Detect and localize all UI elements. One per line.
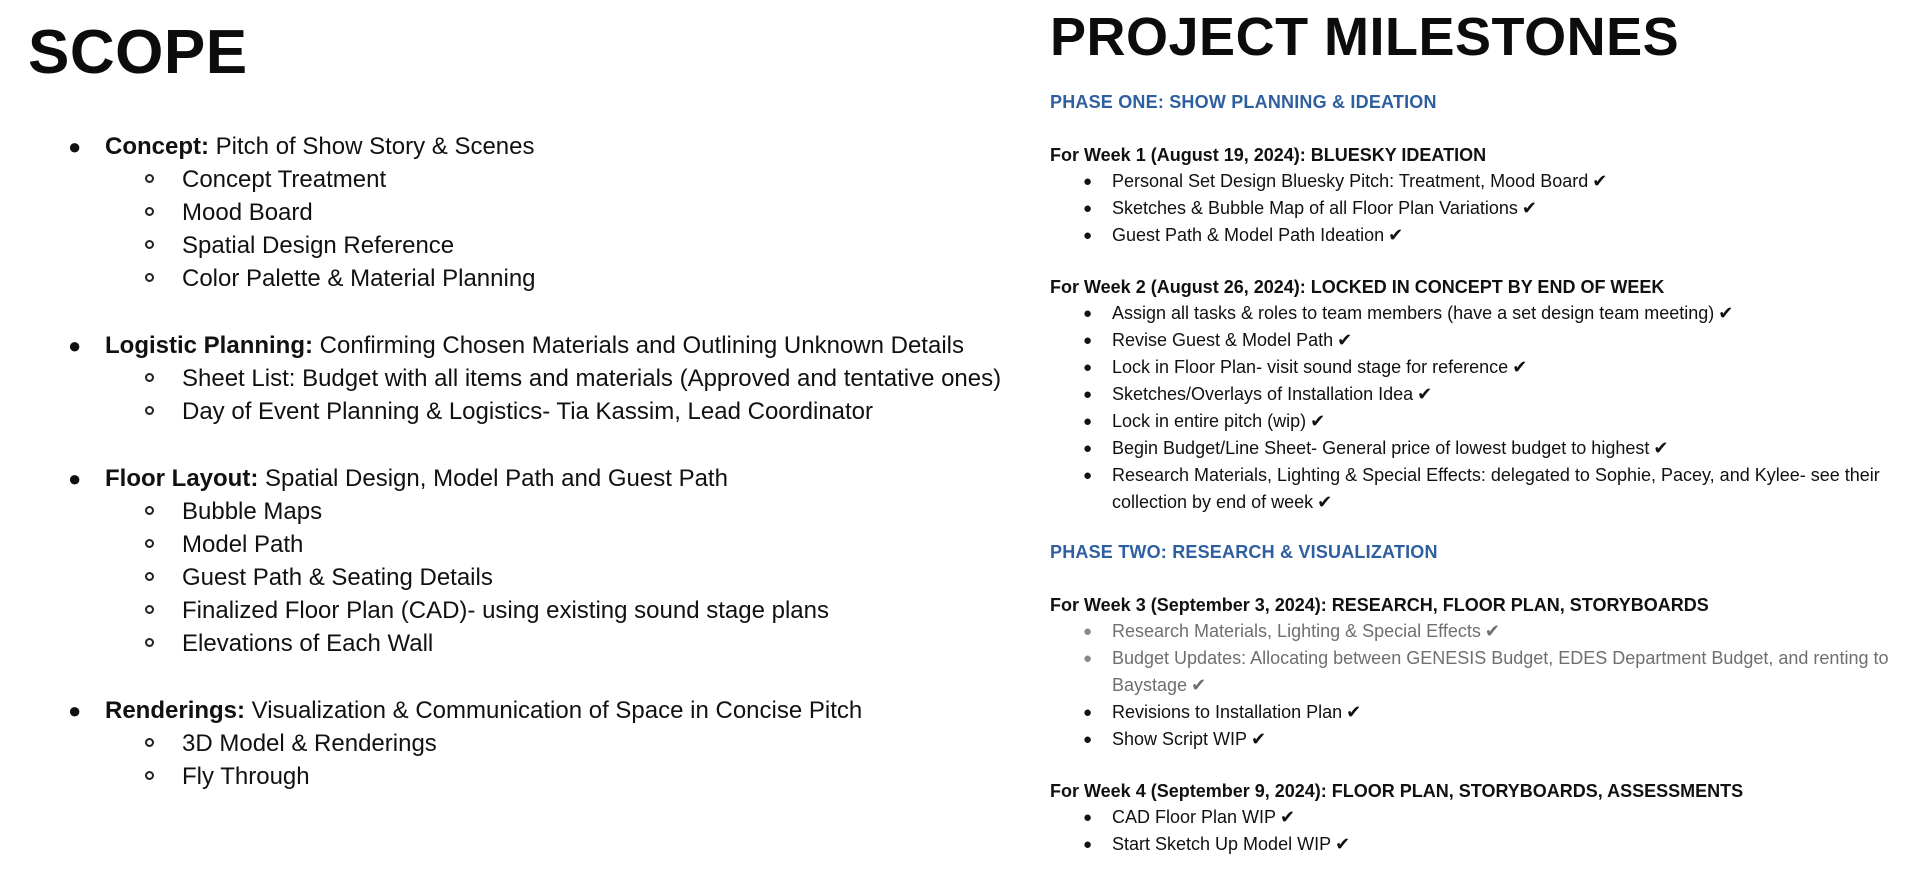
bullet-icon: ● — [1083, 359, 1093, 376]
section-description: Visualization & Communication of Space in Concise Pitch — [245, 697, 863, 724]
phase-heading: PHASE TWO: RESEARCH & VISUALIZATION — [1050, 542, 1438, 562]
task-item — [1050, 618, 1902, 645]
hollow-bullet-icon — [145, 373, 154, 382]
sub-list-item — [103, 627, 1028, 660]
scope-list — [28, 130, 1028, 793]
week-block — [1050, 275, 1910, 516]
bullet-icon: ● — [1083, 200, 1093, 217]
task-item — [1050, 300, 1902, 327]
milestones-column — [1050, 7, 1910, 884]
scope-section — [28, 329, 1028, 428]
sub-list-item — [103, 760, 1028, 793]
task-list — [1050, 618, 1910, 753]
task-text: Lock in entire pitch (wip) — [1112, 411, 1307, 431]
sub-item-text: Spatial Design Reference — [182, 232, 455, 259]
section-heading: Logistic Planning: — [105, 332, 313, 359]
task-text: Revise Guest & Model Path — [1112, 330, 1334, 350]
hollow-bullet-icon — [145, 406, 154, 415]
task-text: Sketches & Bubble Map of all Floor Plan Variations — [1112, 198, 1518, 218]
hollow-bullet-icon — [145, 207, 154, 216]
checkmark-icon: ✔ — [1388, 225, 1404, 245]
hollow-bullet-icon — [145, 572, 154, 581]
task-text: Begin Budget/Line Sheet- General price of lowest budget to highest — [1112, 438, 1650, 458]
section-heading-line — [105, 694, 1028, 727]
sub-list — [105, 362, 1028, 428]
hollow-bullet-icon — [145, 638, 154, 647]
checkmark-icon: ✔ — [1251, 729, 1267, 749]
task-item — [1050, 168, 1902, 195]
sub-item-text: Model Path — [182, 531, 304, 558]
bullet-icon: ● — [1083, 305, 1093, 322]
bullet-icon: ● — [68, 134, 82, 159]
sub-item-text: Elevations of Each Wall — [182, 630, 434, 657]
checkmark-icon: ✔ — [1317, 492, 1333, 512]
bullet-icon: ● — [1083, 386, 1093, 403]
section-heading: Renderings: — [105, 697, 246, 724]
sub-item-text: Mood Board — [182, 199, 313, 226]
checkmark-icon: ✔ — [1512, 357, 1528, 377]
hollow-bullet-icon — [145, 174, 154, 183]
section-description: Confirming Chosen Materials and Outlining Unknown Details — [313, 332, 964, 359]
task-text: Personal Set Design Bluesky Pitch: Treatment, Mood Board — [1112, 171, 1589, 191]
week-heading: For Week 3 (September 3, 2024): RESEARCH, FLOOR PLAN, STORYBOARDS — [1050, 595, 1709, 615]
hollow-bullet-icon — [145, 738, 154, 747]
sub-item-text: Fly Through — [182, 763, 310, 790]
sub-list-item — [103, 229, 1028, 262]
task-text: Sketches/Overlays of Installation Idea — [1112, 384, 1414, 404]
scope-section — [28, 462, 1028, 660]
sub-list-item — [103, 362, 1028, 395]
task-text: Show Script WIP — [1112, 729, 1248, 749]
checkmark-icon: ✔ — [1484, 621, 1500, 641]
task-list — [1050, 168, 1910, 249]
sub-item-text: Bubble Maps — [182, 498, 323, 525]
sub-list-item — [103, 163, 1028, 196]
bullet-icon: ● — [68, 333, 82, 358]
task-item — [1050, 435, 1902, 462]
sub-list — [105, 163, 1028, 295]
scope-column — [28, 18, 1028, 827]
checkmark-icon: ✔ — [1653, 438, 1669, 458]
sub-list — [105, 727, 1028, 793]
task-text: Research Materials, Lighting & Special Effects — [1112, 621, 1481, 641]
task-text: Assign all tasks & roles to team members (have a set design team meeting) — [1112, 303, 1715, 323]
sub-item-text: Sheet List: Budget with all items and materials (Approved and tentative ones) — [182, 365, 1002, 392]
task-item — [1050, 354, 1902, 381]
checkmark-icon: ✔ — [1718, 303, 1734, 323]
week-block — [1050, 593, 1910, 753]
sub-list-item — [103, 495, 1028, 528]
checkmark-icon: ✔ — [1191, 675, 1207, 695]
sub-item-text: Concept Treatment — [182, 166, 387, 193]
task-item — [1050, 804, 1902, 831]
sub-item-text: Color Palette & Material Planning — [182, 265, 536, 292]
task-list — [1050, 300, 1910, 516]
section-description: Spatial Design, Model Path and Guest Path — [258, 465, 728, 492]
bullet-icon: ● — [1083, 650, 1093, 667]
sub-list-item — [103, 262, 1028, 295]
milestones-title: PROJECT MILESTONES — [1050, 7, 1680, 67]
task-item — [1050, 726, 1902, 753]
checkmark-icon: ✔ — [1335, 834, 1351, 854]
phases-container — [1050, 92, 1910, 858]
phase-heading: PHASE ONE: SHOW PLANNING & IDEATION — [1050, 92, 1437, 112]
checkmark-icon: ✔ — [1592, 171, 1608, 191]
hollow-bullet-icon — [145, 771, 154, 780]
task-item — [1050, 195, 1902, 222]
bullet-icon: ● — [1083, 413, 1093, 430]
task-text: Budget Updates: Allocating between GENESIS Budget, EDES Department Budget, and renting to Baystage — [1112, 648, 1889, 695]
week-block — [1050, 143, 1910, 249]
task-text: Revisions to Installation Plan — [1112, 702, 1343, 722]
bullet-icon: ● — [68, 466, 82, 491]
week-heading: For Week 1 (August 19, 2024): BLUESKY IDEATION — [1050, 145, 1487, 165]
sub-list-item — [103, 395, 1028, 428]
sub-list-item — [103, 561, 1028, 594]
bullet-icon: ● — [1083, 836, 1093, 853]
task-item — [1050, 645, 1902, 699]
bullet-icon: ● — [1083, 809, 1093, 826]
task-text: CAD Floor Plan WIP — [1112, 807, 1277, 827]
scope-section — [28, 130, 1028, 295]
checkmark-icon: ✔ — [1337, 330, 1353, 350]
week-heading: For Week 4 (September 9, 2024): FLOOR PLAN, STORYBOARDS, ASSESSMENTS — [1050, 781, 1744, 801]
task-item — [1050, 381, 1902, 408]
task-item — [1050, 831, 1902, 858]
section-heading-line — [105, 462, 1028, 495]
scope-title: SCOPE — [28, 18, 248, 87]
task-text: Research Materials, Lighting & Special Effects: delegated to Sophie, Pacey, and Kylee- see their collection by end of week — [1112, 465, 1880, 512]
sub-item-text: 3D Model & Renderings — [182, 730, 437, 757]
section-heading: Floor Layout: — [105, 465, 259, 492]
hollow-bullet-icon — [145, 240, 154, 249]
task-text: Lock in Floor Plan- visit sound stage for reference — [1112, 357, 1509, 377]
checkmark-icon: ✔ — [1346, 702, 1362, 722]
bullet-icon: ● — [68, 698, 82, 723]
task-item — [1050, 327, 1902, 354]
task-list — [1050, 804, 1910, 858]
checkmark-icon: ✔ — [1417, 384, 1433, 404]
week-block — [1050, 779, 1910, 858]
task-text: Start Sketch Up Model WIP — [1112, 834, 1332, 854]
bullet-icon: ● — [1083, 227, 1093, 244]
checkmark-icon: ✔ — [1521, 198, 1537, 218]
sub-item-text: Day of Event Planning & Logistics- Tia Kassim, Lead Coordinator — [182, 398, 874, 425]
sub-list-item — [103, 594, 1028, 627]
section-heading: Concept: — [105, 133, 209, 160]
hollow-bullet-icon — [145, 605, 154, 614]
sub-item-text: Finalized Floor Plan (CAD)- using existing sound stage plans — [182, 597, 829, 624]
sub-list-item — [103, 196, 1028, 229]
task-item — [1050, 699, 1902, 726]
bullet-icon: ● — [1083, 440, 1093, 457]
task-item — [1050, 222, 1902, 249]
bullet-icon: ● — [1083, 704, 1093, 721]
hollow-bullet-icon — [145, 273, 154, 282]
bullet-icon: ● — [1083, 623, 1093, 640]
bullet-icon: ● — [1083, 467, 1093, 484]
sub-list-item — [103, 727, 1028, 760]
section-heading-line — [105, 130, 1028, 163]
scope-section — [28, 694, 1028, 793]
bullet-icon: ● — [1083, 173, 1093, 190]
sub-list-item — [103, 528, 1028, 561]
sub-item-text: Guest Path & Seating Details — [182, 564, 493, 591]
sub-list — [105, 495, 1028, 660]
bullet-icon: ● — [1083, 332, 1093, 349]
section-heading-line — [105, 329, 1028, 362]
bullet-icon: ● — [1083, 731, 1093, 748]
checkmark-icon: ✔ — [1310, 411, 1326, 431]
hollow-bullet-icon — [145, 539, 154, 548]
section-description: Pitch of Show Story & Scenes — [209, 133, 535, 160]
checkmark-icon: ✔ — [1280, 807, 1296, 827]
task-item — [1050, 462, 1902, 516]
week-heading: For Week 2 (August 26, 2024): LOCKED IN CONCEPT BY END OF WEEK — [1050, 277, 1665, 297]
task-item — [1050, 408, 1902, 435]
hollow-bullet-icon — [145, 506, 154, 515]
task-text: Guest Path & Model Path Ideation — [1112, 225, 1385, 245]
